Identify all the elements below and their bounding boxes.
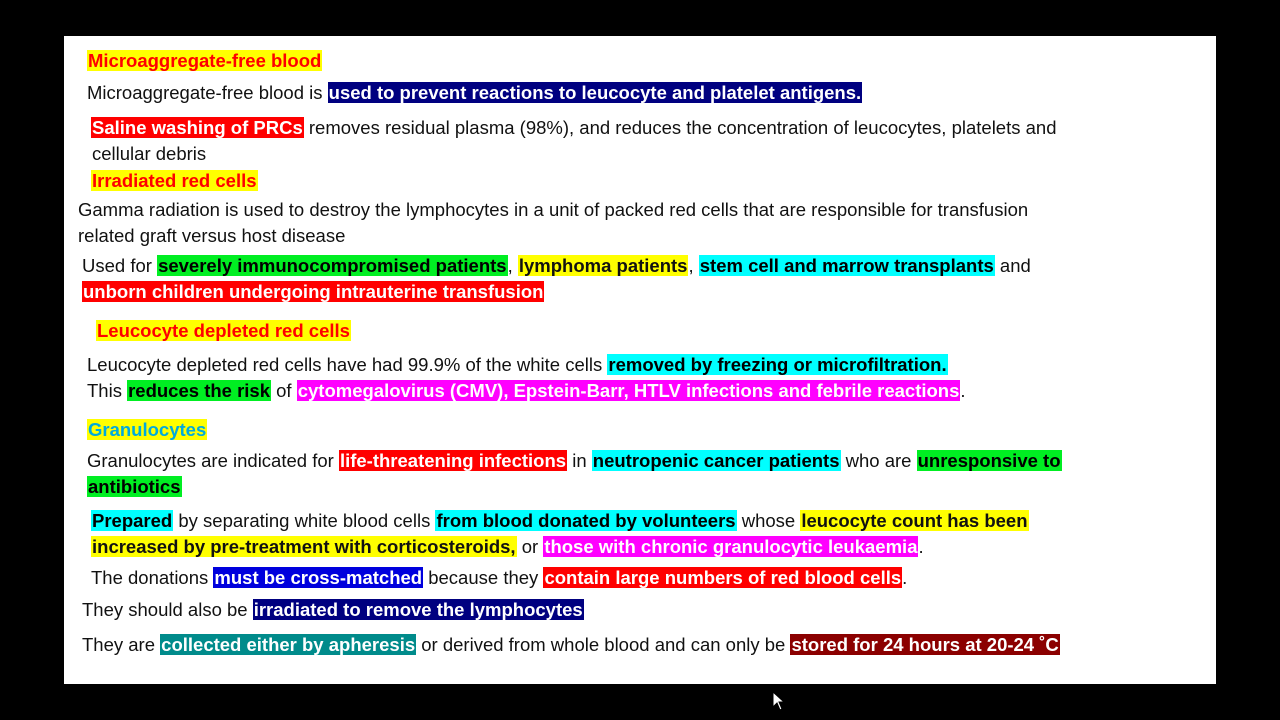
irradiate-line <box>82 598 584 622</box>
unborn-highlight: unborn children undergoing intrauterine transfusion <box>83 281 544 302</box>
saline-text-2: cellular debris <box>92 143 207 164</box>
apheresis-highlight: collected either by apheresis <box>161 634 416 655</box>
cross-matched-highlight: must be cross-matched <box>214 567 423 588</box>
collected-text-2: or derived from whole blood and can only be <box>416 634 791 655</box>
donations-period: . <box>902 567 908 588</box>
granulocytes-heading-line <box>87 418 207 442</box>
period-text: . <box>960 380 966 401</box>
prepared-text-2: whose <box>736 510 801 531</box>
granulocytes-text-1: Granulocytes are indicated for <box>87 450 339 471</box>
irradiated-heading: Irradiated red cells <box>92 170 257 191</box>
and-text: and <box>994 255 1031 276</box>
leucocyte-line-1 <box>87 353 948 377</box>
lymphoma-highlight: lymphoma patients <box>518 255 688 276</box>
saline-text-1: removes residual plasma (98%), and reduces the concentration of leucocytes, platelets and <box>303 117 1057 138</box>
volunteers-highlight: from blood donated by volunteers <box>436 510 736 531</box>
saline-highlight: Saline washing of PRCs <box>92 117 303 138</box>
irradiated-unborn-line <box>82 280 544 304</box>
reduces-risk-highlight: reduces the risk <box>128 380 270 401</box>
freezing-highlight: removed by freezing or microfiltration. <box>608 354 947 375</box>
saline-line-2 <box>92 142 206 166</box>
irradiated-text-2: related graft versus host disease <box>78 225 346 246</box>
microaggregate-text-line <box>87 81 862 105</box>
prepared-text-1: by separating white blood cells <box>173 510 436 531</box>
mouse-pointer-icon <box>772 691 786 711</box>
donations-text-2: because they <box>423 567 544 588</box>
leucocyte-text-1: Leucocyte depleted red cells have had 99.9% of the white cells <box>87 354 608 375</box>
granulocytes-text-3: who are <box>840 450 917 471</box>
prepared-line-1 <box>91 509 1029 533</box>
immunocompromised-highlight: severely immunocompromised patients <box>158 255 507 276</box>
leucocyte-line-2 <box>87 379 966 403</box>
irradiated-line-1 <box>78 198 1028 222</box>
irradiated-line-2 <box>78 224 345 248</box>
of-text: of <box>271 380 297 401</box>
corticosteroids-highlight: increased by pre-treatment with corticosteroids, <box>92 536 516 557</box>
slide <box>64 36 1216 684</box>
saline-line-1 <box>91 116 1057 140</box>
irradiated-text-1: Gamma radiation is used to destroy the lymphocytes in a unit of packed red cells that are responsible for transfusion <box>78 199 1029 220</box>
comma-2: , <box>688 255 699 276</box>
granulocytes-line-1 <box>87 449 1062 473</box>
microaggregate-heading-line <box>87 49 322 73</box>
also-text: They should also be <box>82 599 253 620</box>
or-text: or <box>516 536 544 557</box>
leucocyte-heading: Leucocyte depleted red cells <box>97 320 350 341</box>
cmv-highlight: cytomegalovirus (CMV), Epstein-Barr, HTLV infections and febrile reactions <box>297 380 960 401</box>
used-for-text: Used for <box>82 255 158 276</box>
granulocytes-line-2 <box>87 475 182 499</box>
donations-text-1: The donations <box>91 567 214 588</box>
unresponsive-highlight: unresponsive to <box>917 450 1061 471</box>
microaggregate-highlight: used to prevent reactions to leucocyte and platelet antigens. <box>328 82 862 103</box>
microaggregate-text: Microaggregate-free blood is <box>87 82 328 103</box>
comma-1: , <box>507 255 518 276</box>
prepared-highlight: Prepared <box>92 510 173 531</box>
this-text: This <box>87 380 128 401</box>
collected-text-1: They are <box>82 634 161 655</box>
red-blood-cells-highlight: contain large numbers of red blood cells <box>544 567 902 588</box>
donations-line <box>91 566 907 590</box>
microaggregate-heading: Microaggregate-free blood <box>88 50 322 71</box>
prepared-period: . <box>918 536 924 557</box>
collected-line <box>82 633 1060 657</box>
irradiated-used-line <box>82 254 1031 278</box>
irradiate-highlight: irradiated to remove the lymphocytes <box>253 599 583 620</box>
leucocyte-heading-line <box>96 319 351 343</box>
life-threatening-highlight: life-threatening infections <box>339 450 567 471</box>
neutropenic-highlight: neutropenic cancer patients <box>592 450 840 471</box>
stem-cell-highlight: stem cell and marrow transplants <box>699 255 994 276</box>
granulocytes-heading: Granulocytes <box>88 419 207 440</box>
irradiated-heading-line <box>91 169 258 193</box>
granulocytes-text-2: in <box>567 450 592 471</box>
leucocyte-count-highlight: leucocyte count has been <box>801 510 1028 531</box>
antibiotics-highlight: antibiotics <box>88 476 181 497</box>
leukaemia-highlight: those with chronic granulocytic leukaemia <box>544 536 918 557</box>
stored-highlight: stored for 24 hours at 20-24 ˚C <box>791 634 1059 655</box>
prepared-line-2 <box>91 535 924 559</box>
